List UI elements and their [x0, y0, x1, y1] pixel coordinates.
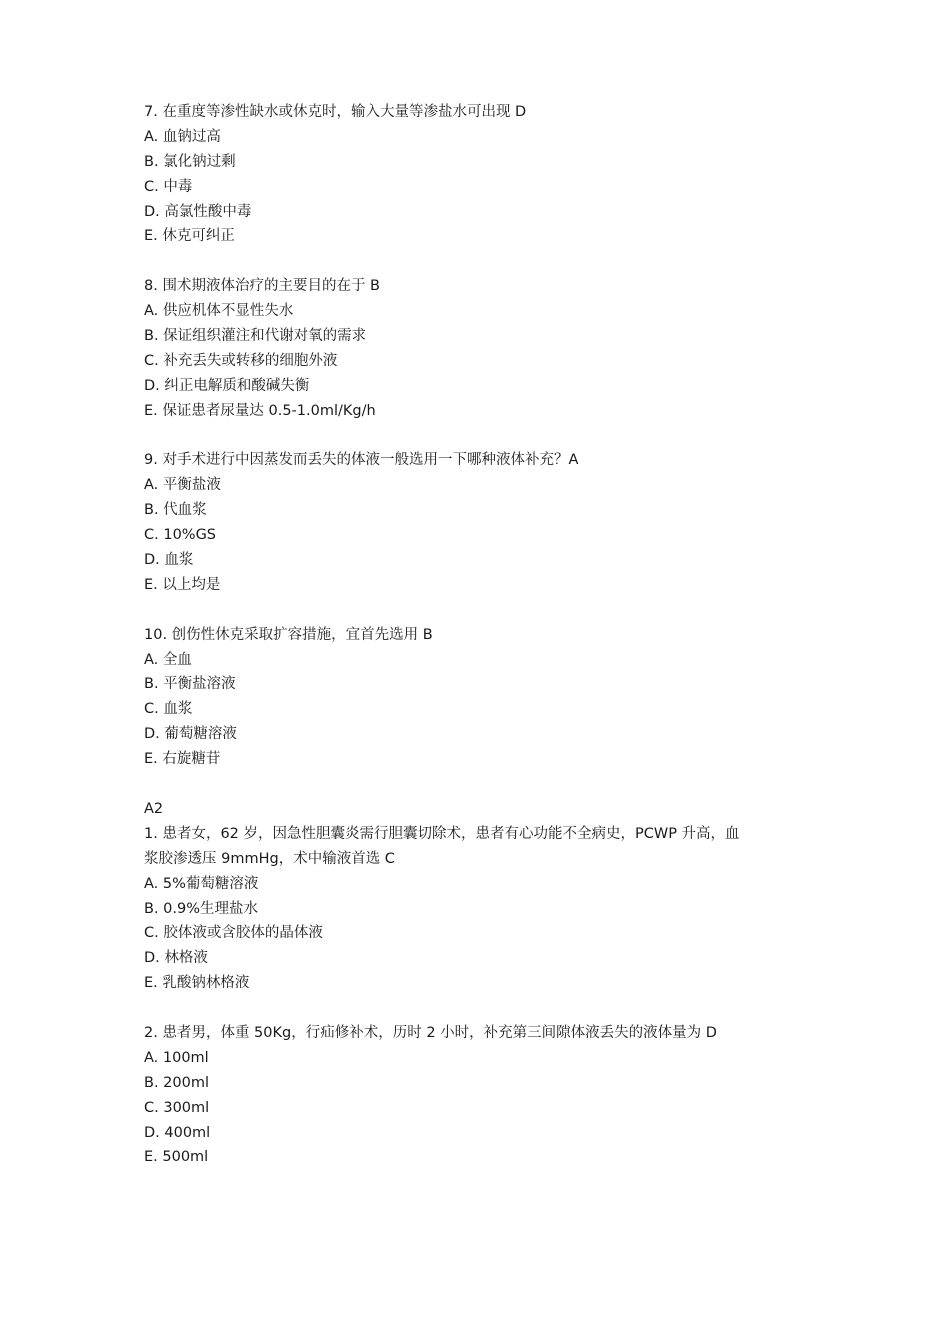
spacer	[144, 772, 814, 797]
option-d: D. 纠正电解质和酸碱失衡	[144, 377, 310, 394]
option-c: C. 胶体液或含胶体的晶体液	[144, 925, 323, 942]
option-d: D. 葡萄糖溶液	[144, 726, 237, 743]
option-e: E. 右旋糖苷	[144, 751, 221, 768]
option-d: D. 高氯性酸中毒	[144, 203, 252, 220]
question-stem: 7. 在重度等渗性缺水或休克时，输入大量等渗盐水可出现 D	[144, 104, 527, 120]
question-stem-line-1: 1. 患者女，62 岁，因急性胆囊炎需行胆囊切除术，患者有心功能不全病史，PCWP 升高，血	[144, 825, 740, 842]
option-b: B. 0.9%生理盐水	[144, 900, 259, 917]
question-8	[144, 274, 814, 423]
option-d: D. 林格液	[144, 950, 208, 967]
option-c: C. 中毒	[144, 178, 193, 195]
option-c: C. 补充丢失或转移的细胞外液	[144, 352, 338, 369]
a2-question-2	[144, 1021, 814, 1170]
option-b: B. 氯化钠过剩	[144, 153, 236, 170]
option-a: A. 5%葡萄糖溶液	[144, 875, 259, 892]
option-b: B. 200ml	[144, 1074, 209, 1091]
option-e: E. 休克可纠正	[144, 228, 235, 245]
option-c: C. 10%GS	[144, 527, 217, 544]
question-stem: 10. 创伤性休克采取扩容措施，宜首先选用 B	[144, 626, 433, 643]
spacer	[144, 598, 814, 623]
option-e: E. 以上均是	[144, 576, 221, 593]
question-7	[144, 100, 814, 249]
document-page	[144, 100, 814, 1170]
option-b: B. 平衡盐溶液	[144, 676, 236, 693]
spacer	[144, 249, 814, 274]
spacer	[144, 424, 814, 449]
question-9	[144, 448, 814, 597]
option-e: E. 保证患者尿量达 0.5-1.0ml/Kg/h	[144, 402, 376, 419]
option-a: A. 血钠过高	[144, 128, 221, 145]
option-a: A. 供应机体不显性失水	[144, 303, 294, 320]
question-10	[144, 623, 814, 772]
a2-question-1	[144, 822, 814, 996]
question-stem: 9. 对手术进行中因蒸发而丢失的体液一般选用一下哪种液体补充？A	[144, 452, 579, 469]
option-b: B. 代血浆	[144, 502, 207, 519]
section-heading-a2: A2	[144, 800, 164, 817]
option-c: C. 300ml	[144, 1099, 210, 1116]
option-d: D. 400ml	[144, 1124, 211, 1141]
option-b: B. 保证组织灌注和代谢对氧的需求	[144, 328, 367, 345]
question-stem: 2. 患者男，体重 50Kg，行疝修补术，历时 2 小时，补充第三间隙体液丢失的液体量为 D	[144, 1024, 717, 1041]
option-d: D. 血浆	[144, 552, 194, 569]
option-c: C. 血浆	[144, 701, 193, 718]
question-stem: 8. 围术期液体治疗的主要目的在于 B	[144, 278, 380, 295]
option-a: A. 100ml	[144, 1049, 209, 1066]
spacer	[144, 996, 814, 1021]
option-e: E. 500ml	[144, 1149, 209, 1166]
option-a: A. 全血	[144, 651, 192, 668]
option-a: A. 平衡盐液	[144, 477, 221, 494]
question-stem-line-2: 浆胶渗透压 9mmHg，术中输液首选 C	[144, 850, 395, 867]
option-e: E. 乳酸钠林格液	[144, 975, 250, 992]
